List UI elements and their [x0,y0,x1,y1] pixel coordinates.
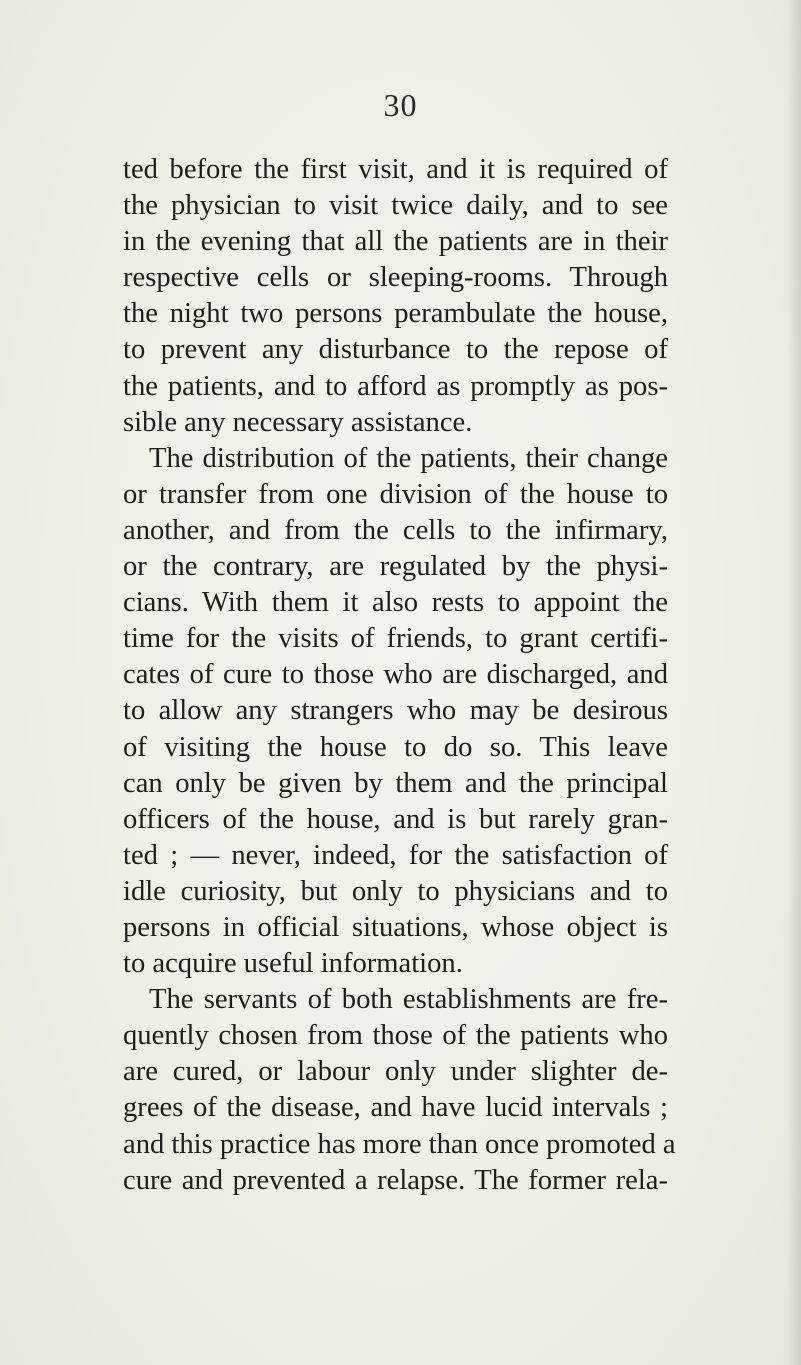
text-line: respective cells or sleeping-rooms. Through [123,262,668,294]
text-line: the patients, and to afford as promptly as pos- [123,370,668,402]
text-line: in the evening that all the patients are in their [123,226,668,258]
text-line: another, and from the cells to the infirmary, [123,514,668,546]
text-line: time for the visits of friends, to grant certifi- [123,623,668,655]
text-line: persons in official situations, whose object is [123,911,668,943]
text-line: the physician to visit twice daily, and to see [123,190,668,222]
text-line: The distribution of the patients, their change [149,442,668,474]
text-line: to prevent any disturbance to the repose of [123,334,668,366]
text-line: and this practice has more than once promoted a [123,1128,676,1160]
text-line: or transfer from one division of the house to [123,478,668,510]
text-line: idle curiosity, but only to physicians and to [123,875,668,907]
text-line: or the contrary, are regulated by the physi- [123,551,668,583]
text-line: cians. With them it also rests to appoint the [123,587,668,619]
text-line: the night two persons perambulate the house, [123,298,668,330]
text-line: officers of the house, and is but rarely gran- [123,803,668,835]
text-line: to allow any strangers who may be desirous [123,695,668,727]
text-line: can only be given by them and the principal [123,767,668,799]
text-line: are cured, or labour only under slighter de- [123,1056,668,1088]
text-line: of visiting the house to do so. This leave [123,731,668,763]
text-line: cates of cure to those who are discharged, and [123,659,668,691]
text-line: The servants of both establishments are fre- [149,984,668,1016]
page-number: 30 [383,87,418,123]
text-line: cure and prevented a relapse. The former rela- [123,1164,668,1196]
text-line: grees of the disease, and have lucid intervals ; [123,1092,668,1124]
body-text [123,152,676,1199]
text-line: ted ; — never, indeed, for the satisfaction of [123,839,668,871]
page-edge-shadow [787,0,801,1365]
text-line: quently chosen from those of the patients who [123,1020,668,1052]
text-line: to acquire useful information. [123,948,463,980]
text-line: sible any necessary assistance. [123,406,473,438]
text-line: ted before the first visit, and it is required of [123,154,668,185]
